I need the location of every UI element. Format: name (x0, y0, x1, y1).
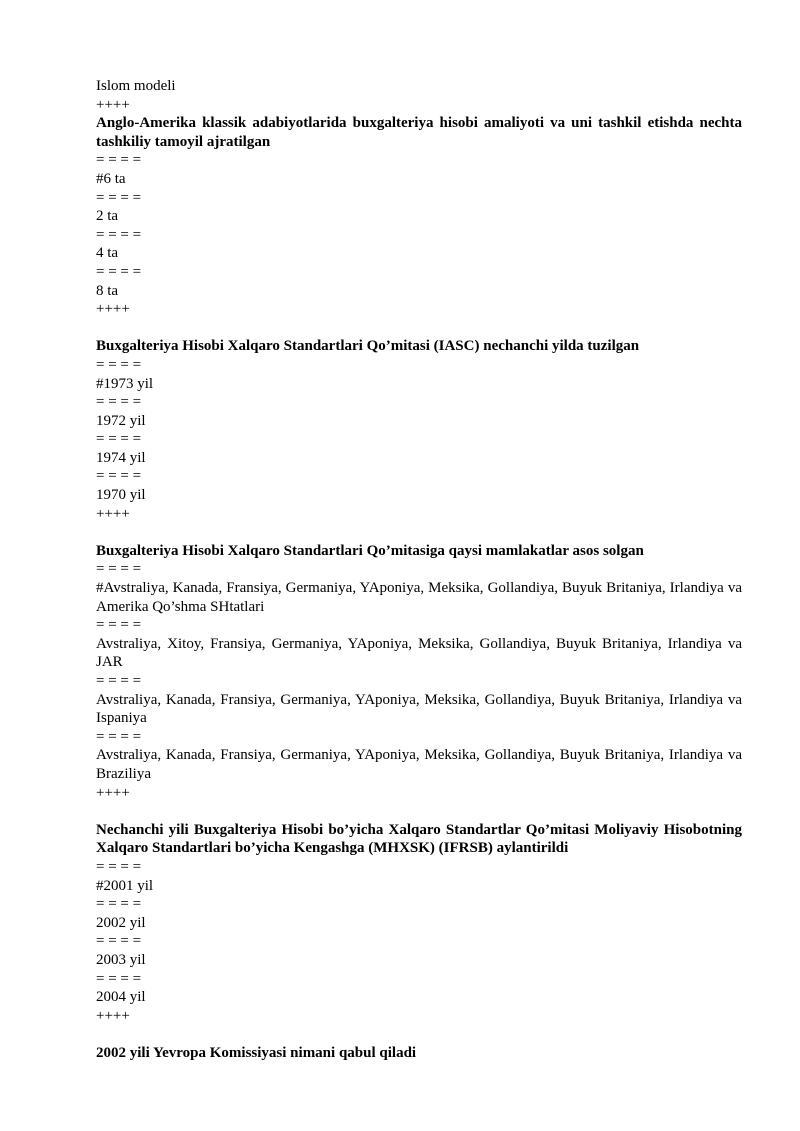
end-marker: ++++ (96, 301, 130, 318)
separator: = = = = (96, 617, 142, 634)
blank-line (96, 802, 742, 821)
separator: = = = = (96, 263, 142, 280)
option-text: 1974 yil (96, 449, 146, 466)
option-text: 2004 yil (96, 989, 146, 1006)
blank-line (96, 1025, 742, 1044)
option-text: 1970 yil (96, 487, 146, 504)
option-text: 2002 yil (96, 914, 146, 931)
option-text: Avstraliya, Kanada, Fransiya, Germaniya, YAponiya, Meksika, Gollandiya, Buyuk Britaniya, Irlandiya va Braziliya (96, 747, 742, 782)
option-text: #Avstraliya, Kanada, Fransiya, Germaniya, YAponiya, Meksika, Gollandiya, Buyuk Britaniya, Irlandiya va Amerika Qo’shma SHtatlari (96, 580, 742, 615)
separator: = = = = (96, 673, 142, 689)
option-text: 2003 yil (96, 951, 146, 968)
end-marker: ++++ (96, 505, 130, 522)
question-title: Buxgalteriya Hisobi Xalqaro Standartlari Qo’mitasi (IASC) nechanchi yilda tuzilgan (96, 338, 640, 355)
separator: = = = = (96, 394, 142, 411)
option-text: 8 ta (96, 282, 119, 299)
option-text: #6 ta (96, 170, 126, 187)
separator: = = = = (96, 561, 142, 578)
answer-text: Islom modeli (96, 78, 176, 94)
option-text: 2 ta (96, 208, 119, 225)
document-page (96, 77, 742, 1062)
separator: = = = = (96, 356, 142, 373)
end-marker: ++++ (96, 784, 130, 801)
option-text: Avstraliya, Xitoy, Fransiya, Germaniya, YAponiya, Meksika, Gollandiya, Buyuk Britaniya, Irlandiya va JAR (96, 635, 742, 671)
option-text: #1973 yil (96, 375, 154, 392)
blank-line (96, 523, 742, 542)
separator: = = = = (96, 858, 142, 875)
question-title: Buxgalteriya Hisobi Xalqaro Standartlari Qo’mitasiga qaysi mamlakatlar asos solgan (96, 542, 644, 559)
separator: = = = = (96, 226, 142, 243)
end-marker: ++++ (96, 1007, 130, 1024)
question-title: Nechanchi yili Buxgalteriya Hisobi bo’yicha Xalqaro Standartlar Qo’mitasi Moliyaviy Hisobotning Xalqaro Standartlari bo’yicha Kengashga (MHXSK) (IFRSB) aylantirildi (96, 821, 742, 857)
separator: = = = = (96, 431, 142, 448)
separator: = = = = (96, 468, 142, 485)
option-text: #2001 yil (96, 877, 154, 894)
end-marker: ++++ (96, 96, 130, 113)
question-title: Anglo-Amerika klassik adabiyotlarida buxgalteriya hisobi amaliyoti va uni tashkil etishda nechta tashkiliy tamoyil ajratilgan (96, 115, 742, 150)
separator: = = = = (96, 933, 142, 950)
separator: = = = = (96, 152, 142, 169)
blank-line (96, 319, 742, 338)
separator: = = = = (96, 970, 142, 987)
separator: = = = = (96, 896, 142, 913)
separator: = = = = (96, 728, 142, 745)
option-text: 1972 yil (96, 412, 146, 429)
question-title: 2002 yili Yevropa Komissiyasi nimani qabul qiladi (96, 1044, 417, 1061)
option-text: Avstraliya, Kanada, Fransiya, Germaniya, YAponiya, Meksika, Gollandiya, Buyuk Britaniya, Irlandiya va Ispaniya (96, 691, 742, 727)
option-text: 4 ta (96, 245, 119, 262)
separator: = = = = (96, 189, 142, 206)
